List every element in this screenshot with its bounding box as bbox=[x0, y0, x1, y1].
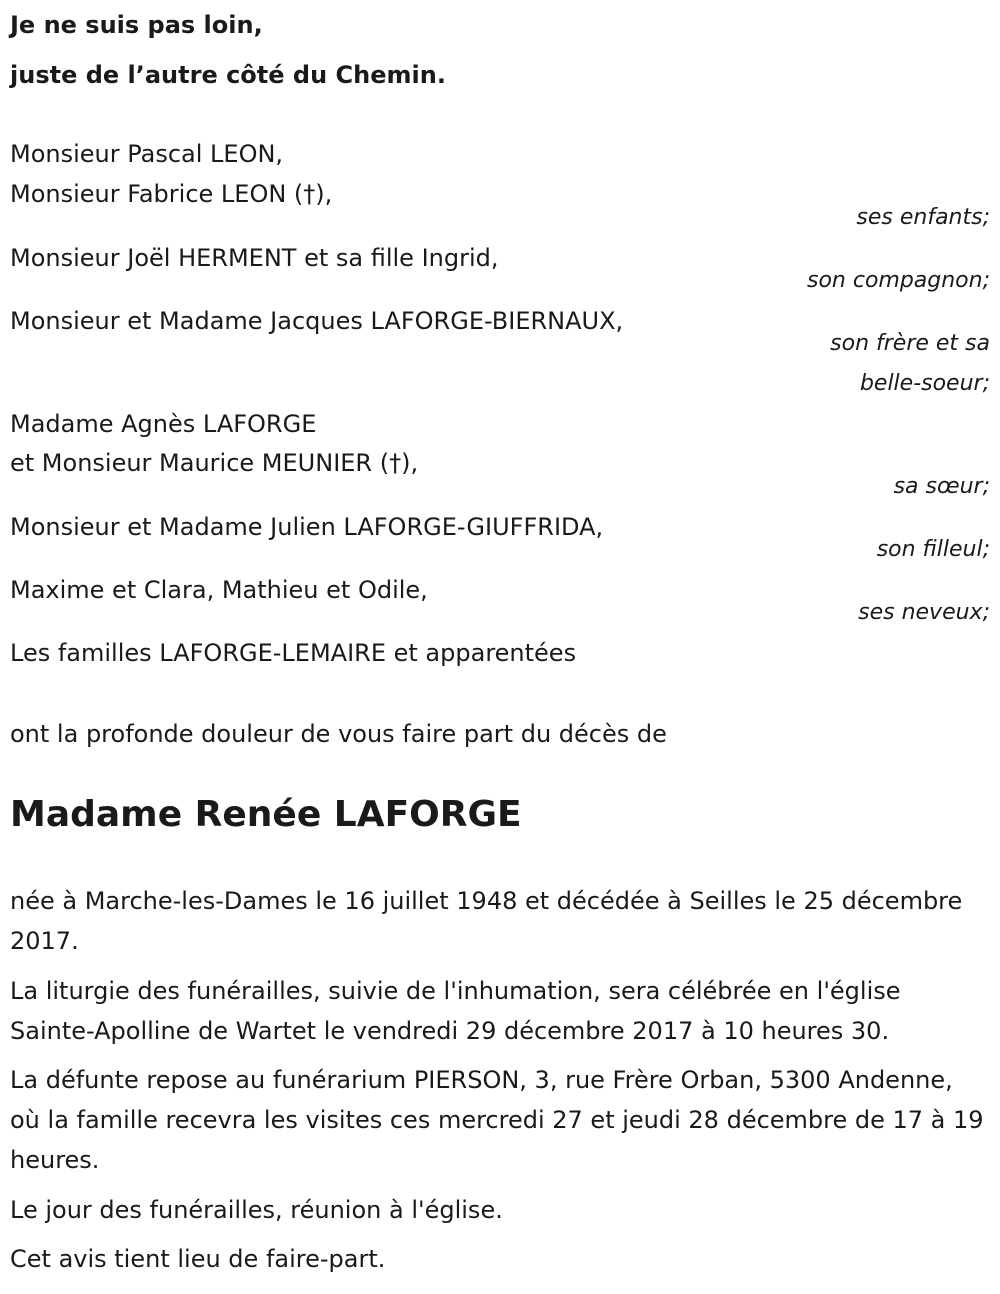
family-line-jacques: Monsieur et Madame Jacques LAFORGE-BIERNAUX, bbox=[10, 307, 624, 335]
family-line-pascal: Monsieur Pascal LEON, bbox=[10, 140, 284, 168]
deceased-name: Madame Renée LAFORGE bbox=[10, 794, 522, 835]
funerarium-paragraph: La défunte repose au funérarium PIERSON, 3, rue Frère Orban, 5300 Andenne, où la famille recevra les visites ces mercredi 27 et jeudi 28 décembre de 17 à 19 heures. bbox=[10, 1066, 984, 1174]
family-line-agnes: Madame Agnès LAFORGE bbox=[10, 410, 317, 438]
relation-companion: son compagnon; bbox=[806, 268, 990, 293]
liturgy-paragraph: La liturgie des funérailles, suivie de l'inhumation, sera célébrée en l'église Sainte-Apolline de Wartet le vendredi 29 décembre 2017 à 10 heures 30. bbox=[10, 977, 901, 1045]
relation-brother-line-2: belle-soeur; bbox=[859, 371, 990, 396]
relation-brother-line-1: son frère et sa bbox=[830, 331, 990, 356]
announcement-text: ont la profonde douleur de vous faire part du décès de bbox=[10, 720, 667, 748]
family-line-nephews: Maxime et Clara, Mathieu et Odile, bbox=[10, 576, 428, 604]
family-line-julien: Monsieur et Madame Julien LAFORGE-GIUFFRIDA, bbox=[10, 513, 604, 541]
family-line-maurice: et Monsieur Maurice MEUNIER (†), bbox=[10, 449, 419, 477]
family-line-joel: Monsieur Joël HERMENT et sa fille Ingrid, bbox=[10, 244, 499, 272]
relation-godson: son filleul; bbox=[876, 537, 990, 562]
relation-nephews: ses neveux; bbox=[858, 600, 990, 625]
birth-death-paragraph: née à Marche-les-Dames le 16 juillet 1948 et décédée à Seilles le 25 décembre 2017. bbox=[10, 887, 963, 955]
family-line-families: Les familles LAFORGE-LEMAIRE et apparentées bbox=[10, 639, 577, 667]
notice-paragraph: Cet avis tient lieu de faire-part. bbox=[10, 1245, 386, 1273]
relation-sister: sa sœur; bbox=[893, 474, 990, 499]
poem-line-1: Je ne suis pas loin, bbox=[10, 11, 263, 39]
relation-children: ses enfants; bbox=[856, 205, 990, 230]
meeting-paragraph: Le jour des funérailles, réunion à l'église. bbox=[10, 1196, 503, 1224]
poem-line-2: juste de l’autre côté du Chemin. bbox=[10, 61, 446, 89]
family-line-fabrice: Monsieur Fabrice LEON (†), bbox=[10, 180, 333, 208]
